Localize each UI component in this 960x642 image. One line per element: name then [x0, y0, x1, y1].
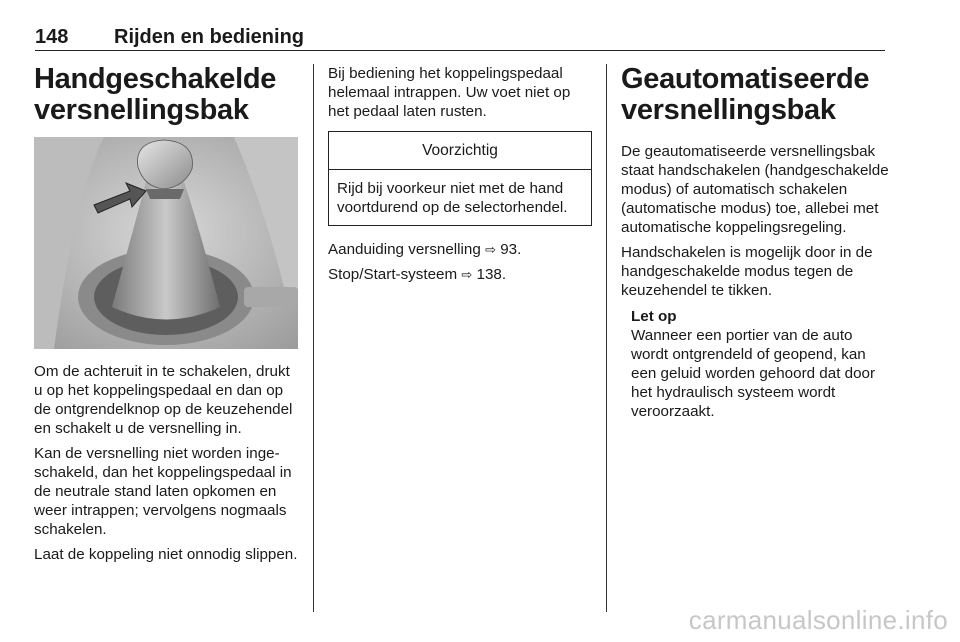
column-instructions: [328, 64, 592, 290]
note-title: Let op: [631, 308, 677, 325]
reference-gear-indication: Aanduiding versnelling ⇨ 93.: [328, 241, 522, 258]
heading-automated-transmission: Geautomatiseerde versnellingsbak: [621, 63, 870, 126]
paragraph-reverse-gear: Om de achteruit in te schakelen, drukt u op het koppelingspedaal en dan op de ontgrendelknop op de keuzehendel en schakelt u de versnelling in.: [34, 363, 293, 437]
page-number: 148: [35, 26, 69, 48]
paragraph-clutch-pedal: Bij bediening het koppelingspedaal helemaal intrappen. Uw voet niet op het pedaal laten rusten.: [328, 65, 571, 120]
column-automated-transmission: [621, 64, 889, 427]
arrow-right-icon: ⇨: [485, 242, 496, 257]
caution-body: Rijd bij voorkeur niet met de hand voortdurend op de selectorhendel.: [337, 180, 568, 216]
arrow-right-icon: ⇨: [461, 267, 473, 282]
caution-box: [328, 131, 592, 226]
column-divider-2: [606, 64, 607, 612]
note-body: Wanneer een portier van de auto wordt ontgrendeld of geopend, kan een geluid worden gehoord dat door het hydraulisch systeem wordt veroorzaakt.: [631, 327, 876, 420]
side-handle: [244, 287, 298, 307]
section-title: Rijden en bediening: [114, 26, 305, 48]
release-collar: [146, 189, 184, 199]
paragraph-manual-shifting: Handschakelen is mogelijk door in de handgeschakelde modus tegen de keuzehendel te tikken.: [621, 244, 873, 299]
paragraph-automated-modes: De geautomatiseerde versnellingsbak staat handschakelen (handgeschakelde modus) of automatisch schakelen (automatische modus) toe, allebei met automatische koppelingsregeling.: [621, 143, 889, 236]
page-header: [35, 26, 885, 51]
watermark: carmanualsonline.info: [688, 605, 948, 635]
note-box: [631, 307, 889, 421]
gear-shift-illustration: [34, 137, 298, 349]
caution-title: Voorzichtig: [329, 132, 591, 170]
heading-manual-transmission: Handgeschakelde versnellingsbak: [34, 63, 277, 126]
paragraph-clutch-slip: Laat de koppeling niet onnodig slippen.: [34, 546, 298, 563]
paragraph-gear-not-engaged: Kan de versnelling niet worden ingeschakeld, dan het koppelingspedaal in de neutrale stand laten opkomen en weer intrappen; vervolgens nogmaals schakelen.: [34, 445, 292, 538]
column-manual-transmission: [34, 64, 300, 570]
reference-stop-start: Stop/Start-systeem ⇨ 138.: [328, 266, 507, 283]
column-divider-1: [313, 64, 314, 612]
